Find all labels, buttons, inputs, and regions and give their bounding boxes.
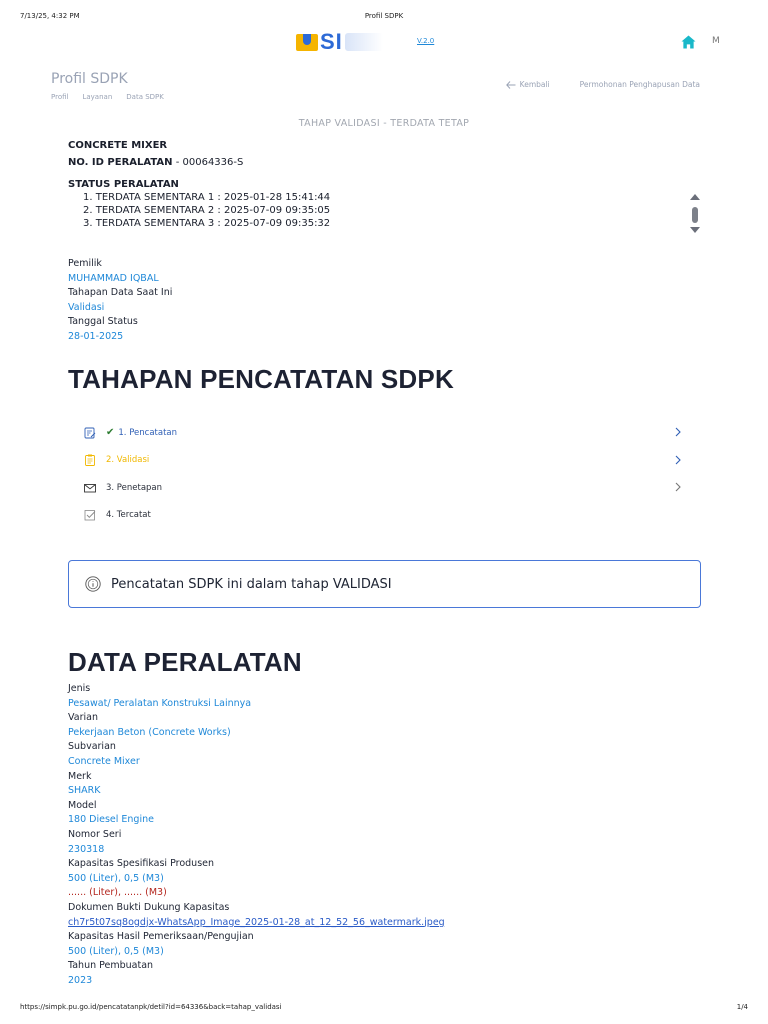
stage-item-validasi[interactable]: [84, 447, 688, 475]
merk-label: Merk: [68, 770, 92, 782]
status-item: 3. TERDATA SEMENTARA 3 : 2025-07-09 09:35:32: [83, 218, 331, 229]
info-circle-icon: [85, 576, 101, 592]
varian-label: Varian: [68, 712, 98, 724]
stage-label: TAHAP VALIDASI - TERDATA TETAP: [298, 118, 470, 129]
owner-value: MUHAMMAD IQBAL: [68, 272, 159, 284]
serial-label: Nomor Seri: [68, 828, 122, 840]
breadcrumb-item[interactable]: Data SDPK: [126, 93, 164, 101]
print-title: Profil SDPK: [364, 12, 404, 20]
version-link[interactable]: V.2.0: [417, 37, 435, 45]
stage-label: 1. Pencatatan: [118, 427, 177, 438]
print-header: [20, 12, 748, 20]
equipment-type: CONCRETE MIXER: [68, 140, 168, 151]
clipboard-icon: [84, 454, 96, 466]
model-value: 180 Diesel Engine: [68, 814, 154, 826]
top-bar: [0, 30, 768, 56]
equipment-data: [68, 682, 445, 988]
print-datetime: 7/13/25, 4:32 PM: [20, 12, 80, 20]
breadcrumb: [51, 93, 164, 101]
varian-value: Pekerjaan Beton (Concrete Works): [68, 726, 231, 738]
top-actions: [506, 80, 700, 89]
breadcrumb-item[interactable]: Profil: [51, 93, 69, 101]
current-stage-label: Tahapan Data Saat Ini: [68, 287, 173, 298]
scrollbar[interactable]: [688, 194, 702, 236]
arrow-left-icon: [506, 81, 516, 89]
logo-fade: [345, 33, 383, 51]
envelope-icon: [84, 482, 96, 494]
capacity-doc-link[interactable]: ch7r5t07sq8ogdjx-WhatsApp_Image_2025-01-28_at_12_52_56_watermark.jpeg: [68, 916, 445, 928]
chevron-right-icon[interactable]: [674, 427, 682, 437]
subvarian-label: Subvarian: [68, 741, 116, 753]
subvarian-value: Concrete Mixer: [68, 755, 140, 767]
jenis-label: Jenis: [68, 683, 91, 694]
print-url: https://simpk.pu.go.id/pencatatanpk/detil?id=64336&back=tahap_validasi: [20, 1003, 282, 1011]
check-icon: ✔: [106, 427, 115, 439]
scroll-thumb[interactable]: [692, 207, 698, 223]
equipment-id: [68, 157, 243, 168]
capacity-spec-note: ...... (Liter), ...... (M3): [68, 887, 167, 899]
stages-list: [84, 419, 688, 529]
checkbox-icon: [84, 509, 96, 521]
logo-text: SI: [320, 29, 343, 54]
print-footer: [20, 1003, 748, 1011]
status-list: [83, 191, 330, 230]
page-title: Profil SDPK: [51, 71, 128, 87]
year-value: 2023: [68, 974, 93, 986]
chevron-right-icon[interactable]: [674, 455, 682, 465]
form-edit-icon: [84, 427, 96, 439]
delete-request-link[interactable]: Permohonan Penghapusan Data: [579, 80, 700, 89]
merk-value: SHARK: [68, 785, 101, 797]
status-date-value: 28-01-2025: [68, 330, 124, 342]
status-info: [68, 257, 172, 344]
model-label: Model: [68, 799, 97, 811]
jenis-value: Pesawat/ Peralatan Konstruksi Lainnya: [68, 697, 252, 709]
stages-heading: TAHAPAN PENCATATAN SDPK: [68, 364, 454, 394]
status-title: STATUS PERALATAN: [68, 179, 179, 190]
stage-notice: [68, 560, 701, 608]
current-stage-value: Validasi: [68, 301, 105, 313]
stage-item-pencatatan[interactable]: [84, 419, 688, 447]
capacity-doc-label: Dokumen Bukti Dukung Kapasitas: [68, 901, 230, 913]
back-button[interactable]: [506, 80, 550, 89]
stage-label: 3. Penetapan: [106, 482, 163, 493]
year-label: Tahun Pembuatan: [68, 960, 154, 972]
chevron-right-icon[interactable]: [674, 482, 682, 492]
breadcrumb-item[interactable]: Layanan: [82, 93, 113, 101]
stage-label: 2. Validasi: [106, 455, 150, 466]
stage-label: 4. Tercatat: [106, 510, 151, 521]
owner-label: Pemilik: [68, 258, 102, 269]
home-icon[interactable]: [681, 35, 696, 49]
notice-text: Pencatatan SDPK ini dalam tahap VALIDASI: [111, 576, 392, 592]
scroll-down-icon[interactable]: [690, 227, 700, 233]
equipment-id-label: NO. ID PERALATAN: [68, 157, 173, 168]
app-logo[interactable]: [296, 29, 383, 54]
scroll-up-icon[interactable]: [690, 194, 700, 200]
serial-value: 230318: [68, 843, 105, 855]
stage-item-tercatat[interactable]: [84, 502, 688, 530]
capacity-spec-label: Kapasitas Spesifikasi Produsen: [68, 858, 215, 870]
stage-item-penetapan[interactable]: [84, 474, 688, 502]
logo-mark-icon: [296, 34, 318, 51]
equipment-id-value: - 00064336-S: [172, 157, 244, 168]
capacity-test-value: 500 (Liter), 0,5 (M3): [68, 945, 164, 957]
status-date-label: Tanggal Status: [68, 316, 138, 327]
print-page-number: 1/4: [736, 1003, 748, 1011]
status-item: 1. TERDATA SEMENTARA 1 : 2025-01-28 15:41:44: [83, 192, 331, 203]
back-label: Kembali: [519, 80, 550, 89]
status-item: 2. TERDATA SEMENTARA 2 : 2025-07-09 09:35:05: [83, 205, 331, 216]
equipment-data-heading: DATA PERALATAN: [68, 647, 302, 677]
capacity-test-label: Kapasitas Hasil Pemeriksaan/Pengujian: [68, 931, 254, 943]
capacity-spec-value: 500 (Liter), 0,5 (M3): [68, 872, 164, 884]
user-avatar[interactable]: M: [712, 36, 720, 46]
